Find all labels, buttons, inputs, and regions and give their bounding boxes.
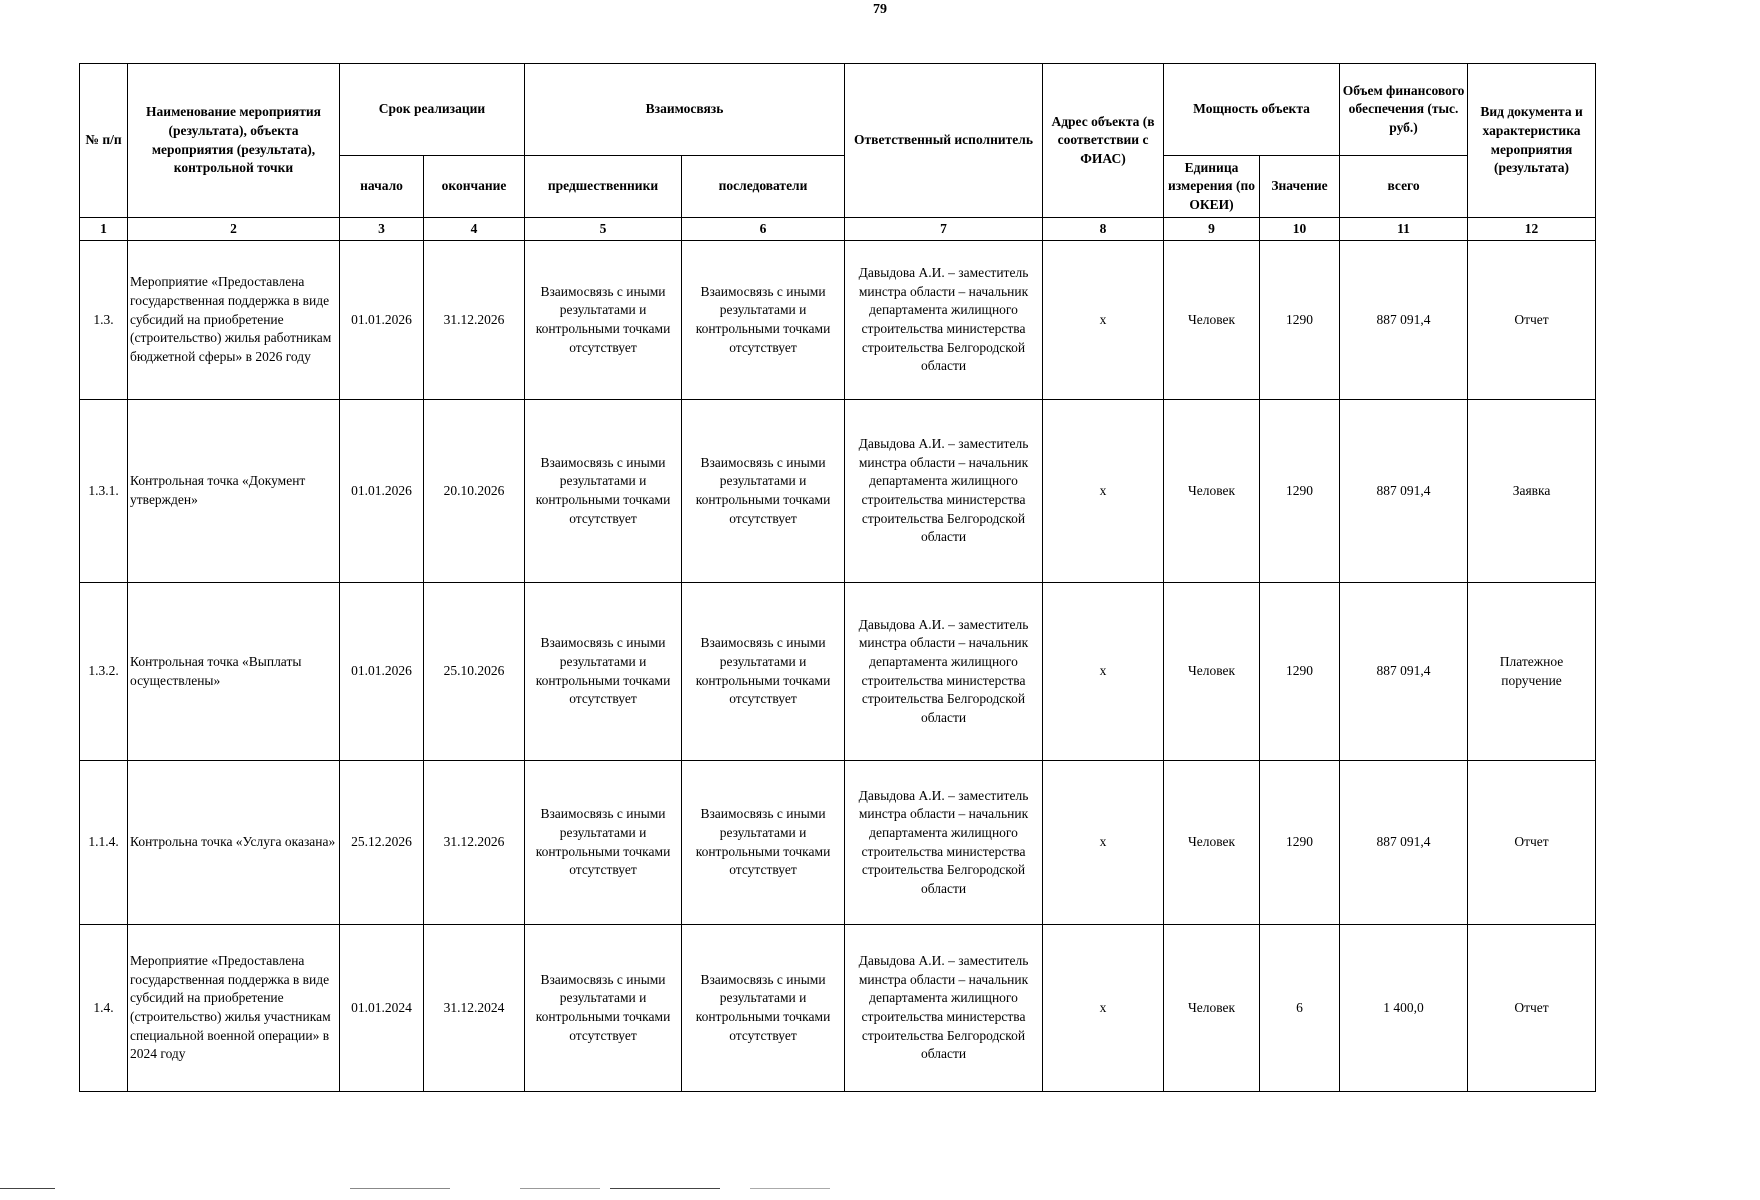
row-value: 1290	[1260, 241, 1340, 400]
header-term: Срок реализации	[340, 64, 525, 156]
column-number: 4	[424, 218, 525, 241]
row-successors: Взаимосвязь с иными результатами и контрольными точками отсутствует	[682, 583, 845, 761]
table-row	[80, 241, 1596, 400]
plan-table	[79, 63, 1596, 1092]
row-name: Контрольна точка «Услуга оказана»	[128, 761, 340, 925]
row-address: х	[1043, 925, 1164, 1092]
row-name: Мероприятие «Предоставлена государственная поддержка в виде субсидий на приобретение (строительство) жилья работникам бюджетной сферы» в 2026 году	[128, 241, 340, 400]
row-predecessors: Взаимосвязь с иными результатами и контрольными точками отсутствует	[525, 925, 682, 1092]
row-name: Контрольная точка «Документ утвержден»	[128, 400, 340, 583]
row-unit: Человек	[1164, 925, 1260, 1092]
row-value: 6	[1260, 925, 1340, 1092]
row-finance: 887 091,4	[1340, 761, 1468, 925]
row-doc: Платежное поручение	[1468, 583, 1596, 761]
row-finance: 1 400,0	[1340, 925, 1468, 1092]
header-responsible: Ответственный исполнитель	[845, 64, 1043, 218]
row-doc: Заявка	[1468, 400, 1596, 583]
row-predecessors: Взаимосвязь с иными результатами и контрольными точками отсутствует	[525, 761, 682, 925]
column-number: 8	[1043, 218, 1164, 241]
column-number: 1	[80, 218, 128, 241]
header-doc-type: Вид документа и характеристика мероприятия (результата)	[1468, 64, 1596, 218]
row-value: 1290	[1260, 761, 1340, 925]
column-number: 9	[1164, 218, 1260, 241]
row-start: 25.12.2026	[340, 761, 424, 925]
column-number: 2	[128, 218, 340, 241]
row-doc: Отчет	[1468, 241, 1596, 400]
row-responsible: Давыдова А.И. – заместитель минстра области – начальник департамента жилищного строительства министерства строительства Белгородской области	[845, 583, 1043, 761]
row-num: 1.4.	[80, 925, 128, 1092]
row-successors: Взаимосвязь с иными результатами и контрольными точками отсутствует	[682, 400, 845, 583]
row-predecessors: Взаимосвязь с иными результатами и контрольными точками отсутствует	[525, 241, 682, 400]
row-predecessors: Взаимосвязь с иными результатами и контрольными точками отсутствует	[525, 400, 682, 583]
scan-artifact-lines	[0, 1188, 1760, 1192]
row-responsible: Давыдова А.И. – заместитель минстра области – начальник департамента жилищного строительства министерства строительства Белгородской области	[845, 241, 1043, 400]
header-name: Наименование мероприятия (результата), объекта мероприятия (результата), контрольной точки	[128, 64, 340, 218]
row-start: 01.01.2026	[340, 583, 424, 761]
row-value: 1290	[1260, 583, 1340, 761]
row-predecessors: Взаимосвязь с иными результатами и контрольными точками отсутствует	[525, 583, 682, 761]
header-predecessors: предшественники	[525, 156, 682, 218]
header-capacity: Мощность объекта	[1164, 64, 1340, 156]
row-unit: Человек	[1164, 241, 1260, 400]
column-number: 11	[1340, 218, 1468, 241]
row-finance: 887 091,4	[1340, 241, 1468, 400]
row-start: 01.01.2026	[340, 400, 424, 583]
row-start: 01.01.2026	[340, 241, 424, 400]
row-end: 31.12.2026	[424, 761, 525, 925]
page-number: 79	[873, 2, 887, 17]
header-finance: Объем финансового обеспечения (тыс. руб.)	[1340, 64, 1468, 156]
table-row	[80, 583, 1596, 761]
column-number: 5	[525, 218, 682, 241]
column-number: 3	[340, 218, 424, 241]
row-start: 01.01.2024	[340, 925, 424, 1092]
table-row	[80, 761, 1596, 925]
column-number: 6	[682, 218, 845, 241]
row-successors: Взаимосвязь с иными результатами и контрольными точками отсутствует	[682, 761, 845, 925]
table-row	[80, 400, 1596, 583]
row-unit: Человек	[1164, 583, 1260, 761]
header-finance-total: всего	[1340, 156, 1468, 218]
header-num: № п/п	[80, 64, 128, 218]
column-number: 7	[845, 218, 1043, 241]
row-responsible: Давыдова А.И. – заместитель минстра области – начальник департамента жилищного строительства министерства строительства Белгородской области	[845, 925, 1043, 1092]
header-term-start: начало	[340, 156, 424, 218]
column-number: 12	[1468, 218, 1596, 241]
row-end: 20.10.2026	[424, 400, 525, 583]
row-address: х	[1043, 400, 1164, 583]
row-address: х	[1043, 241, 1164, 400]
row-address: х	[1043, 583, 1164, 761]
row-finance: 887 091,4	[1340, 583, 1468, 761]
row-doc: Отчет	[1468, 925, 1596, 1092]
row-successors: Взаимосвязь с иными результатами и контрольными точками отсутствует	[682, 241, 845, 400]
row-unit: Человек	[1164, 761, 1260, 925]
header-successors: последователи	[682, 156, 845, 218]
row-num: 1.1.4.	[80, 761, 128, 925]
header-relation: Взаимосвязь	[525, 64, 845, 156]
header-address: Адрес объекта (в соответствии с ФИАС)	[1043, 64, 1164, 218]
header-unit: Единица измерения (по ОКЕИ)	[1164, 156, 1260, 218]
row-address: х	[1043, 761, 1164, 925]
row-doc: Отчет	[1468, 761, 1596, 925]
row-num: 1.3.2.	[80, 583, 128, 761]
row-name: Контрольная точка «Выплаты осуществлены»	[128, 583, 340, 761]
row-end: 25.10.2026	[424, 583, 525, 761]
row-responsible: Давыдова А.И. – заместитель минстра области – начальник департамента жилищного строительства министерства строительства Белгородской области	[845, 400, 1043, 583]
column-number: 10	[1260, 218, 1340, 241]
row-successors: Взаимосвязь с иными результатами и контрольными точками отсутствует	[682, 925, 845, 1092]
row-num: 1.3.	[80, 241, 128, 400]
table-row	[80, 925, 1596, 1092]
row-finance: 887 091,4	[1340, 400, 1468, 583]
header-value: Значение	[1260, 156, 1340, 218]
header-term-end: окончание	[424, 156, 525, 218]
row-end: 31.12.2026	[424, 241, 525, 400]
row-name: Мероприятие «Предоставлена государственная поддержка в виде субсидий на приобретение (строительство) жилья участникам специальной военной операции» в 2024 году	[128, 925, 340, 1092]
row-value: 1290	[1260, 400, 1340, 583]
row-unit: Человек	[1164, 400, 1260, 583]
row-end: 31.12.2024	[424, 925, 525, 1092]
row-responsible: Давыдова А.И. – заместитель минстра области – начальник департамента жилищного строительства министерства строительства Белгородской области	[845, 761, 1043, 925]
row-num: 1.3.1.	[80, 400, 128, 583]
